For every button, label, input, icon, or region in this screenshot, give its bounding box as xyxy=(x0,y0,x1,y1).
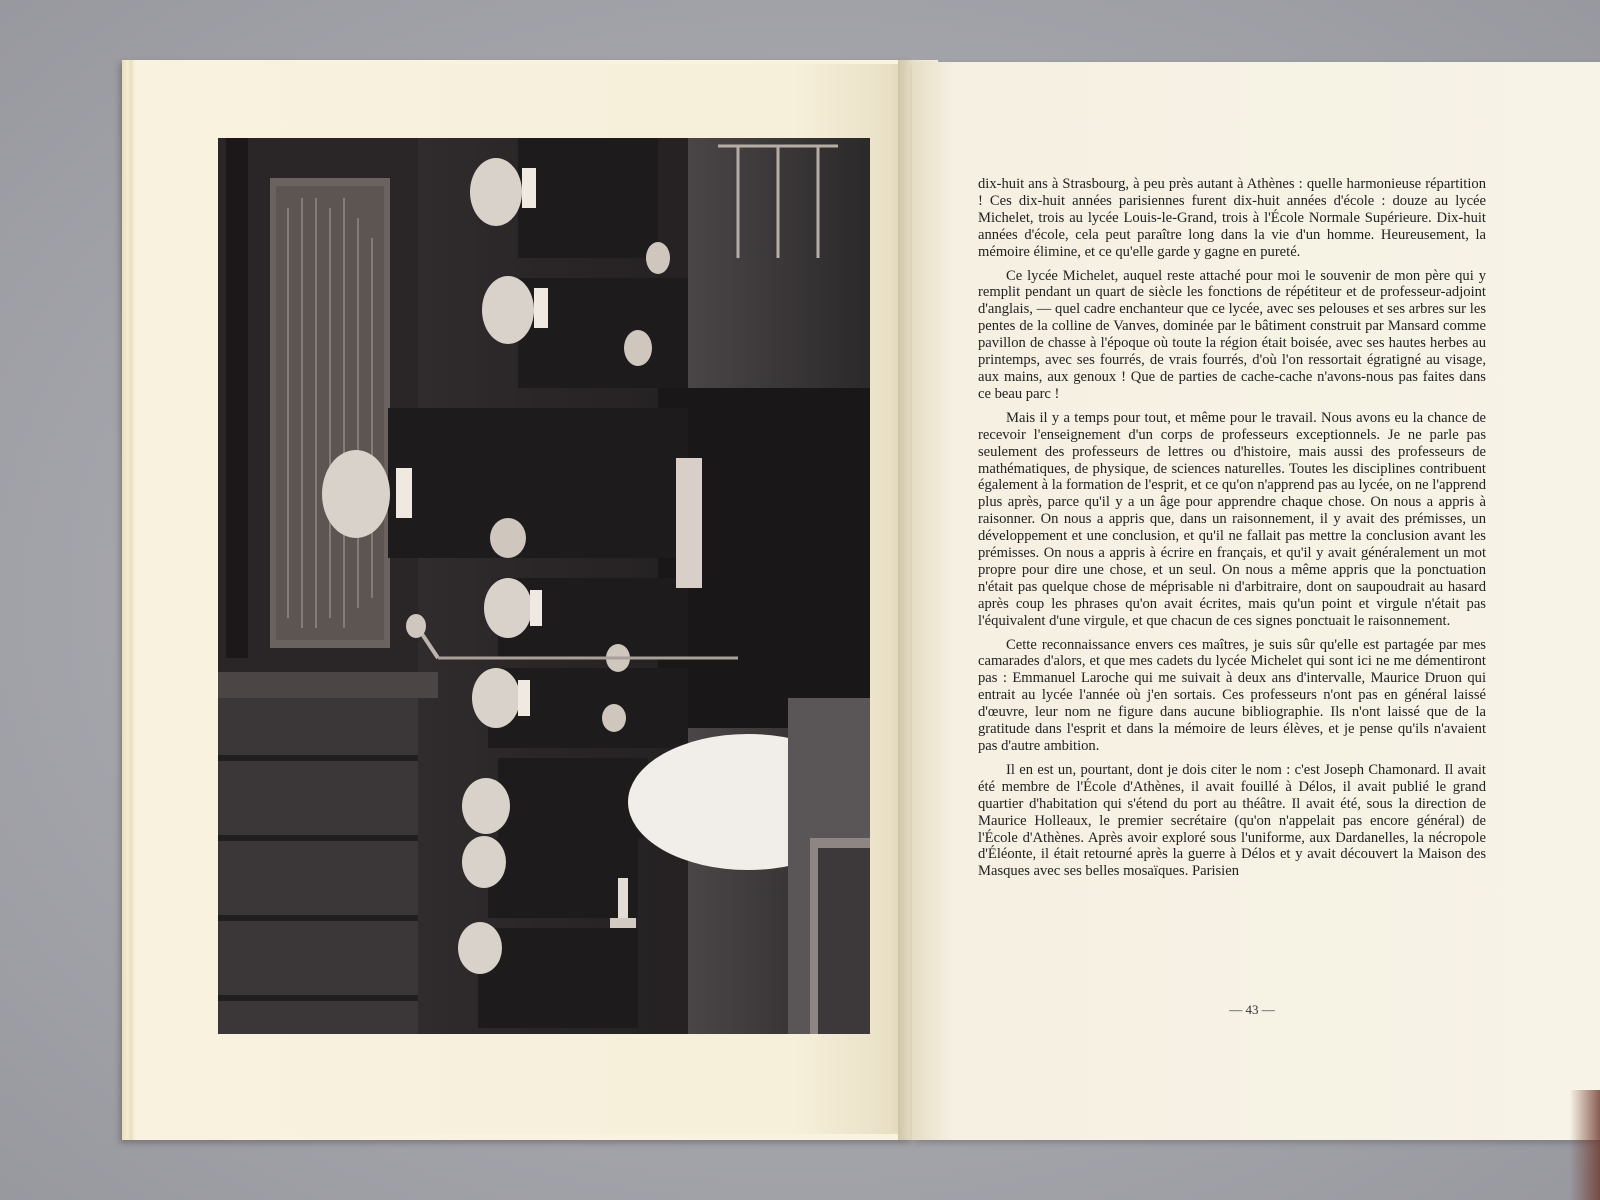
photo-illustration xyxy=(218,138,870,1034)
paragraph: Ce lycée Michelet, auquel reste attaché pour moi le souvenir de mon père qui y remplit pendant un quart de siècle les fonctions de répétiteur et de professeur-adjoint d'anglais, — quel cadre enchanteur que ce lycée, avec ses pelouses et ses arbres sur les pentes de la colline de Vanves, dominée par le bâtiment construit par Mansard comme pavillon de chasse à l'époque où toute la région était boisée, avec ses hautes herbes au printemps, avec ses fourrés, de vrais fourrés, d'où l'on ressortait égratigné au visage, aux mains, aux genoux ! Que de parties de cache-cache n'avons-nous pas faites dans ce beau parc ! xyxy=(978,267,1486,402)
paragraph: Il en est un, pourtant, dont je dois citer le nom : c'est Joseph Chamonard. Il avait été membre de l'École d'Athènes, il avait fouillé à Délos, il avait publié le grand quartier d'habitation qui s'étend du port au théâtre. Il avait été, sous la direction de Maurice Holleaux, le premier secrétaire (qu'on n'appelait pas encore général) de l'École d'Athènes. Après avoir exploré sous l'uniforme, aux Dardanelles, la nécropole d'Éléonte, il était retourné après la guerre à Délos et y avait découvert la Maison des Masques avec ses belles mosaïques. Parisien xyxy=(978,761,1486,880)
ceremony-photograph xyxy=(218,138,870,1034)
paragraph: Cette reconnaissance envers ces maîtres, je suis sûr qu'elle est partagée par mes camarades d'alors, et que mes cadets du lycée Michelet qui sont ici ne me démentiront pas : Emmanuel Laroche qui me suivait à deux ans d'intervalle, Maurice Druon qui entrait au lycée l'année où j'en sortais. Ces professeurs n'ont pas en général laissé d'œuvre, leur nom ne figure dans aucune bibliographie. Ils n'ont laissé que de la gratitude dans l'esprit et dans la mémoire de leurs élèves, et je pense qu'ils n'avaient pas d'autre ambition. xyxy=(978,636,1486,754)
page-number: — 43 — xyxy=(1229,1002,1275,1017)
left-page xyxy=(136,64,912,1134)
body-text xyxy=(978,176,1486,887)
paragraph: dix-huit ans à Strasbourg, à peu près autant à Athènes : quelle harmonieuse répartition ! Ces dix-huit années parisiennes furent dix-huit années d'école : douze au lycée Michelet, trois au lycée Louis-le-Grand, trois à l'École Normale Supérieure. Dix-huit années d'école, cela peut paraître long dans la vie d'un homme. Heureusement, la mémoire élimine, et ce qu'elle garde y gagne en pureté. xyxy=(978,176,1486,260)
paragraph: Mais il y a temps pour tout, et même pour le travail. Nous avons eu la chance de recevoir l'enseignement d'un corps de professeurs exceptionnels. Je ne parle pas seulement des professeurs de lettres ou d'histoire, mais aussi des professeurs de mathématiques, de physique, de sciences naturelles. Toutes les disciplines contribuent également à la formation de l'esprit, et ce qu'on n'apprend pas au lycée, on ne l'apprend plus après, parce qu'il y a un âge pour apprendre chaque chose. On nous a appris à raisonner. On nous a appris que, dans un raisonnement, il y avait des prémisses, un développement et une conclusion, et qu'il ne fallait pas mettre la conclusion avant les prémisses. On nous a appris à écrire en français, et qu'il y avait généralement un mot propre pour dire une chose, et un seul. On nous a même appris que la ponctuation n'était pas quelque chose de méprisable ni d'arbitraire, dont on saupoudrait au hasard après coup les phrases qu'on avait écrites, mais qu'un point et virgule n'était pas l'équivalent d'une virgule, et que chacun de ces signes ponctuait le raisonnement. xyxy=(978,409,1486,629)
corner-object xyxy=(1570,1090,1600,1200)
